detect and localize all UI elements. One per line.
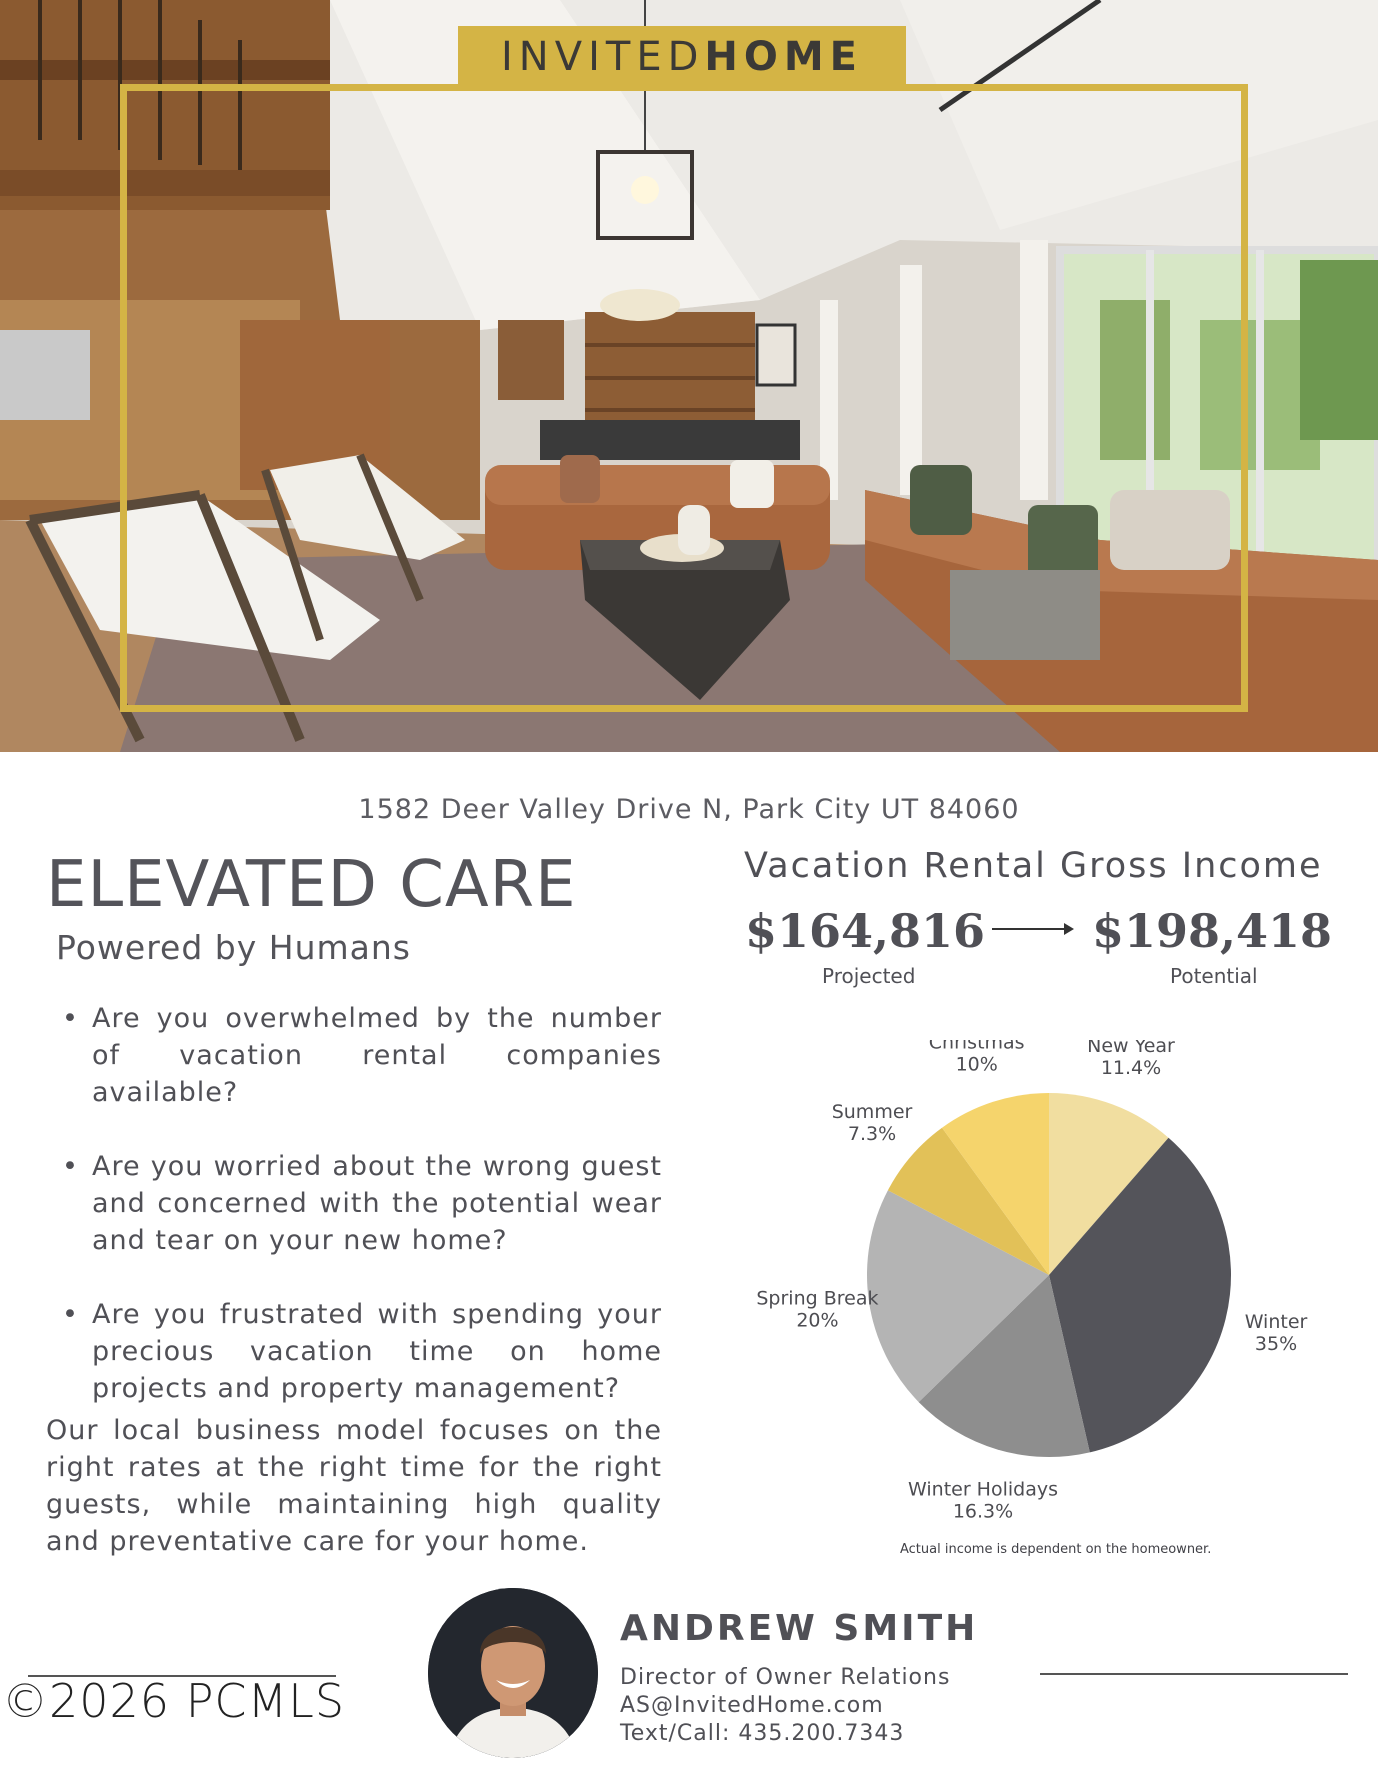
agent-email: AS@InvitedHome.com: [620, 1693, 884, 1718]
pie-label-name: Christmas: [928, 1040, 1025, 1054]
arrow-right-icon: [992, 928, 1072, 930]
pie-label-name: Summer: [831, 1100, 913, 1123]
pie-label-name: Winter: [1244, 1310, 1308, 1333]
copyright-watermark: ©2026 PCMLS: [2, 1674, 346, 1728]
pie-label-name: New Year: [1087, 1040, 1175, 1057]
income-pie-chart: [700, 1040, 1320, 1540]
divider-right: [1040, 1673, 1348, 1675]
pain-point-list: [62, 1000, 662, 1444]
hero-photo: [0, 0, 1378, 752]
pie-label-value: 35%: [1254, 1332, 1298, 1355]
pie-label-spring-break: [756, 1288, 878, 1332]
logo: [458, 26, 906, 88]
pie-label-name: Spring Break: [756, 1287, 879, 1310]
business-model-paragraph: Our local business model focuses on the right rates at the right time for the right guests, while maintaining high quality and preventative care for your home.: [46, 1415, 662, 1557]
pie-label-summer: [832, 1101, 913, 1145]
logo-text: INVITEDHOME: [501, 34, 863, 80]
agent-phone: Text/Call: 435.200.7343: [620, 1721, 905, 1746]
pie-label-name: Winter Holidays: [908, 1478, 1059, 1501]
pie-label-value: 11.4%: [1100, 1056, 1162, 1079]
gold-frame: [120, 84, 1248, 712]
list-item: • Are you overwhelmed by the number of vacation rental companies available?: [62, 1000, 662, 1111]
potential-income: $198,418: [1092, 904, 1333, 958]
pie-label-value: 7.3%: [847, 1122, 897, 1145]
property-address: 1582 Deer Valley Drive N, Park City UT 84060: [358, 794, 1020, 825]
avatar: [428, 1588, 598, 1758]
agent-title: Director of Owner Relations: [620, 1665, 951, 1690]
projected-label: Projected: [822, 964, 916, 988]
projected-income: $164,816: [745, 904, 986, 958]
agent-portrait: [428, 1588, 598, 1758]
headline: ELEVATED CARE: [46, 848, 577, 922]
list-item: • Are you frustrated with spending your precious vacation time on home projects and property management?: [62, 1296, 662, 1407]
income-title: Vacation Rental Gross Income: [744, 846, 1323, 886]
agent-name: ANDREW SMITH: [620, 1608, 979, 1649]
pie-label-value: 20%: [796, 1309, 839, 1332]
pie-label-winter: [1245, 1311, 1308, 1355]
list-item: • Are you worried about the wrong guest and concerned with the potential wear and tear on your new home?: [62, 1148, 662, 1259]
pie-svg: [700, 1040, 1320, 1540]
income-disclaimer: Actual income is dependent on the homeowner.: [900, 1542, 1212, 1557]
pie-label-winter-holidays: [908, 1479, 1058, 1523]
subheadline: Powered by Humans: [56, 928, 411, 967]
potential-label: Potential: [1170, 964, 1258, 988]
pie-label-new-year: [1087, 1040, 1175, 1079]
pie-label-value: 16.3%: [952, 1500, 1014, 1523]
pie-label-christmas: [929, 1040, 1025, 1075]
pie-label-value: 10%: [955, 1053, 998, 1076]
